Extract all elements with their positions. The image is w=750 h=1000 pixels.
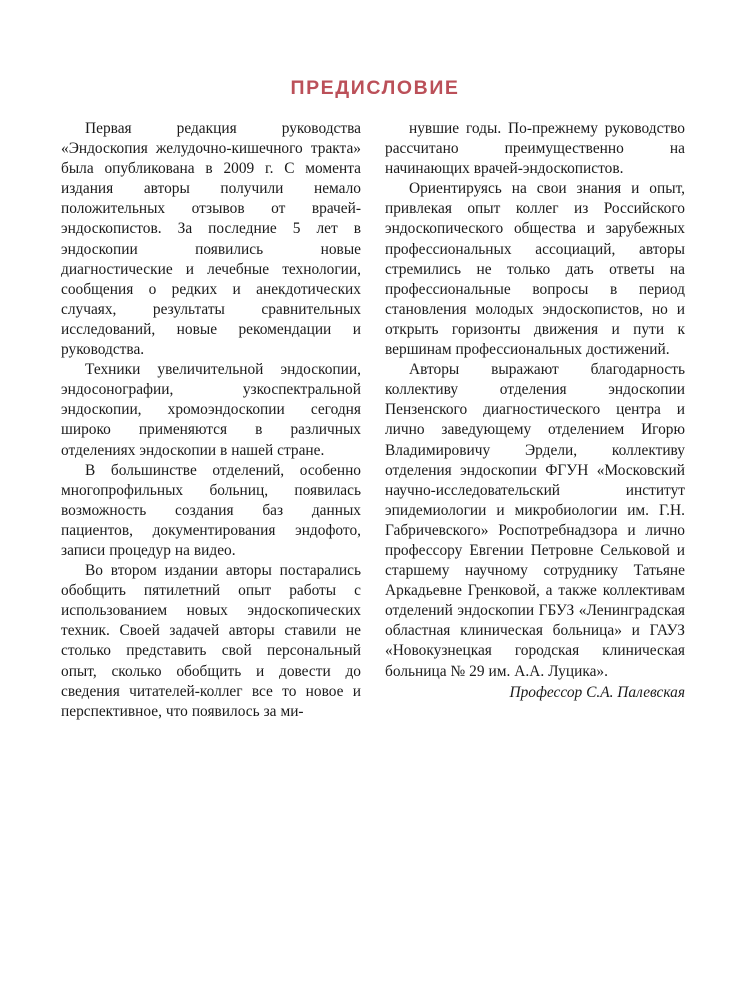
paragraph: Авторы выражают благодарность коллективу отделения эндоскопии Пензенского диагностического центра и лично заведующему отделением Игорю Владимировичу Эрдели, коллективу отделения эндоскопии ФГУН «Московский научно-исследовательский институт эпидемиологии и микробиологии им. Г.Н. Габричевского» Роспотребнадзора и лично профессору Евгении Петровне Сельковой и старшему научному сотруднику Татьяне Аркадьевне Гренковой, а также коллективам отделений эндоскопии ГБУЗ «Ленинградская областная клиническая больница» и ГАУЗ «Новокузнецкая городская клиническая больница № 29 им. А.А. Луцика». [385,361,685,680]
paragraph: Во втором издании авторы постарались обобщить пятилетний опыт работы с использованием новых эндоскопических техник. Своей задачей авторы ставили не столько представить свой персональный опыт, сколько обобщить и довести до сведения читателей-коллег все то новое и перспективное, что появилось за ми- [61,562,361,720]
paragraph: В большинстве отделений, особенно многопрофильных больниц, появилась возможность создания баз данных пациентов, документирования эндофото, записи процедур на видео. [61,461,361,559]
paragraph: Техники увеличительной эндоскопии, эндосонографии, узкоспектральной эндоскопии, хромоэндоскопии сегодня широко применяются в различных отделениях эндоскопии в нашей стране. [61,361,361,459]
page-title: ПРЕДИСЛОВИЕ [290,77,460,100]
left-column [61,119,361,722]
two-column-body [61,119,685,722]
paragraph: Первая редакция руководства «Эндоскопия желудочно-кишечного тракта» была опубликована в 2009 г. С момента издания авторы получили немало положительных отзывов от врачей-эндоскопистов. За последние 5 лет в эндоскопии появились новые диагностические и лечебные технологии, сообщения о редких и анекдотических случаях, результаты сравнительных исследований, новые рекомендации и руководства. [61,120,361,359]
right-column [385,119,685,703]
paragraph: Ориентируясь на свои знания и опыт, привлекая опыт коллег из Российского эндоскопического общества и зарубежных профессиональных ассоциаций, авторы стремились не только дать ответы на профессиональные вопросы в период становления молодых эндоскопистов, но и открыть горизонты движения и пути к вершинам профессиональных достижений. [385,180,685,359]
author-signature: Профессор С.А. Палевская [509,683,685,701]
paragraph: нувшие годы. По-прежнему руководство рассчитано преимущественно на начинающих врачей-эндоскопистов. [385,120,685,178]
